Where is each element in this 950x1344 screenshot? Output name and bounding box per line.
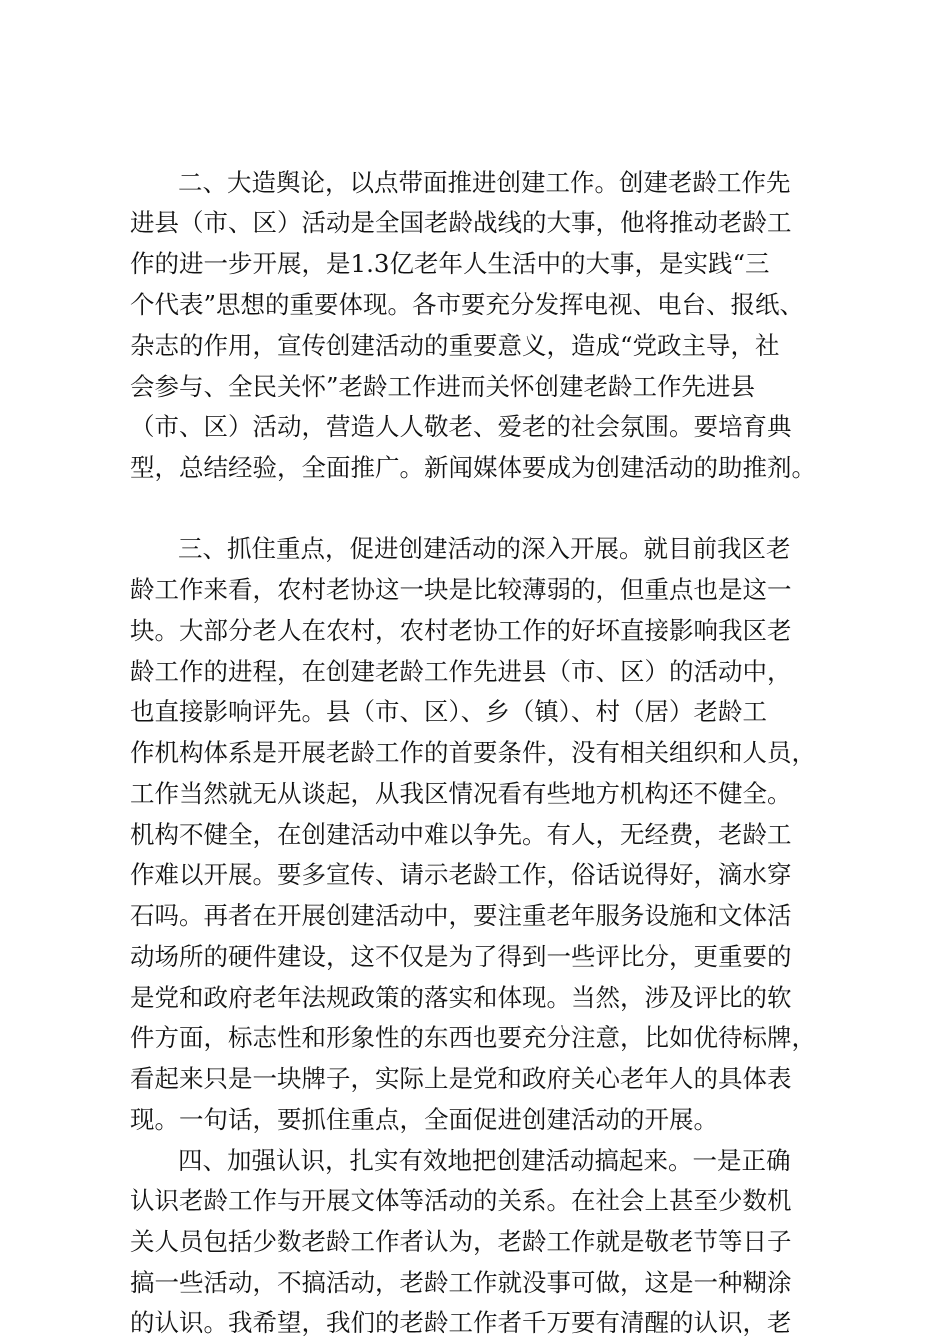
para-3-line-2: 龄工作来看，农村老协这一块是比较薄弱的，但重点也是这一 [130,575,792,604]
para-3-line-3: 块。大部分老人在农村，农村老协工作的好坏直接影响我区老 [130,616,792,645]
para-3-line-11: 动场所的硬件建设，这不仅是为了得到一些评比分，更重要的 [130,942,792,971]
para-4-line-1: 四、加强认识，扎实有效地把创建活动搞起来。一是正确 [178,1146,791,1175]
para-3-line-12: 是党和政府老年法规政策的落实和体现。当然，涉及评比的软 [130,983,792,1012]
para-3-line-13: 件方面，标志性和形象性的东西也要充分注意，比如优待标牌， [130,1023,816,1052]
para-3-line-5: 也直接影响评先。县（市、区）、乡（镇）、村（居）老龄工 [130,697,767,726]
para-3-line-4: 龄工作的进程，在创建老龄工作先进县（市、区）的活动中， [130,657,792,686]
para-2-line-1: 二、大造舆论，以点带面推进创建工作。创建老龄工作先 [178,168,791,197]
para-3-line-6: 作机构体系是开展老龄工作的首要条件，没有相关组织和人员， [130,738,816,767]
para-2-line-5: 杂志的作用，宣传创建活动的重要意义，造成“党政主导，社 [130,331,780,360]
para-3-line-15: 现。一句话，要抓住重点，全面促进创建活动的开展。 [130,1105,718,1134]
para-4-line-4: 搞一些活动，不搞活动，老龄工作就没事可做，这是一种糊涂 [130,1268,792,1297]
para-4-line-3: 关人员包括少数老龄工作者认为，老龄工作就是敬老节等日子 [130,1227,792,1256]
para-3-line-10: 石吗。再者在开展创建活动中，要注重老年服务设施和文体活 [130,901,792,930]
para-3-line-9: 作难以开展。要多宣传、请示老龄工作，俗话说得好，滴水穿 [130,860,792,889]
para-2-line-2: 进县（市、区）活动是全国老龄战线的大事，他将推动老龄工 [130,208,792,237]
para-4-line-5: 的认识。我希望，我们的老龄工作者千万要有清醒的认识，老 [130,1308,792,1337]
para-3-line-8: 机构不健全，在创建活动中难以争先。有人，无经费，老龄工 [130,820,792,849]
para-2-line-6: 会参与、全民关怀”老龄工作进而关怀创建老龄工作先进县 [130,372,756,401]
para-2-line-8: 型，总结经验，全面推广。新闻媒体要成为创建活动的助推剂。 [130,453,816,482]
para-3-line-1: 三、抓住重点，促进创建活动的深入开展。就目前我区老 [178,534,791,563]
para-3-line-7: 工作当然就无从谈起，从我区情况看有些地方机构还不健全。 [130,779,792,808]
para-3-line-14: 看起来只是一块牌子，实际上是党和政府关心老年人的具体表 [130,1064,792,1093]
para-4-line-2: 认识老龄工作与开展文体等活动的关系。在社会上甚至少数机 [130,1186,792,1215]
para-2-line-3: 作的进一步开展，是1.3亿老年人生活中的大事，是实践“三 [130,249,770,278]
para-2-line-7: （市、区）活动，营造人人敬老、爱老的社会氛围。要培育典 [130,412,792,441]
para-2-line-4: 个代表”思想的重要体现。各市要充分发挥电视、电台、报纸、 [130,290,805,319]
